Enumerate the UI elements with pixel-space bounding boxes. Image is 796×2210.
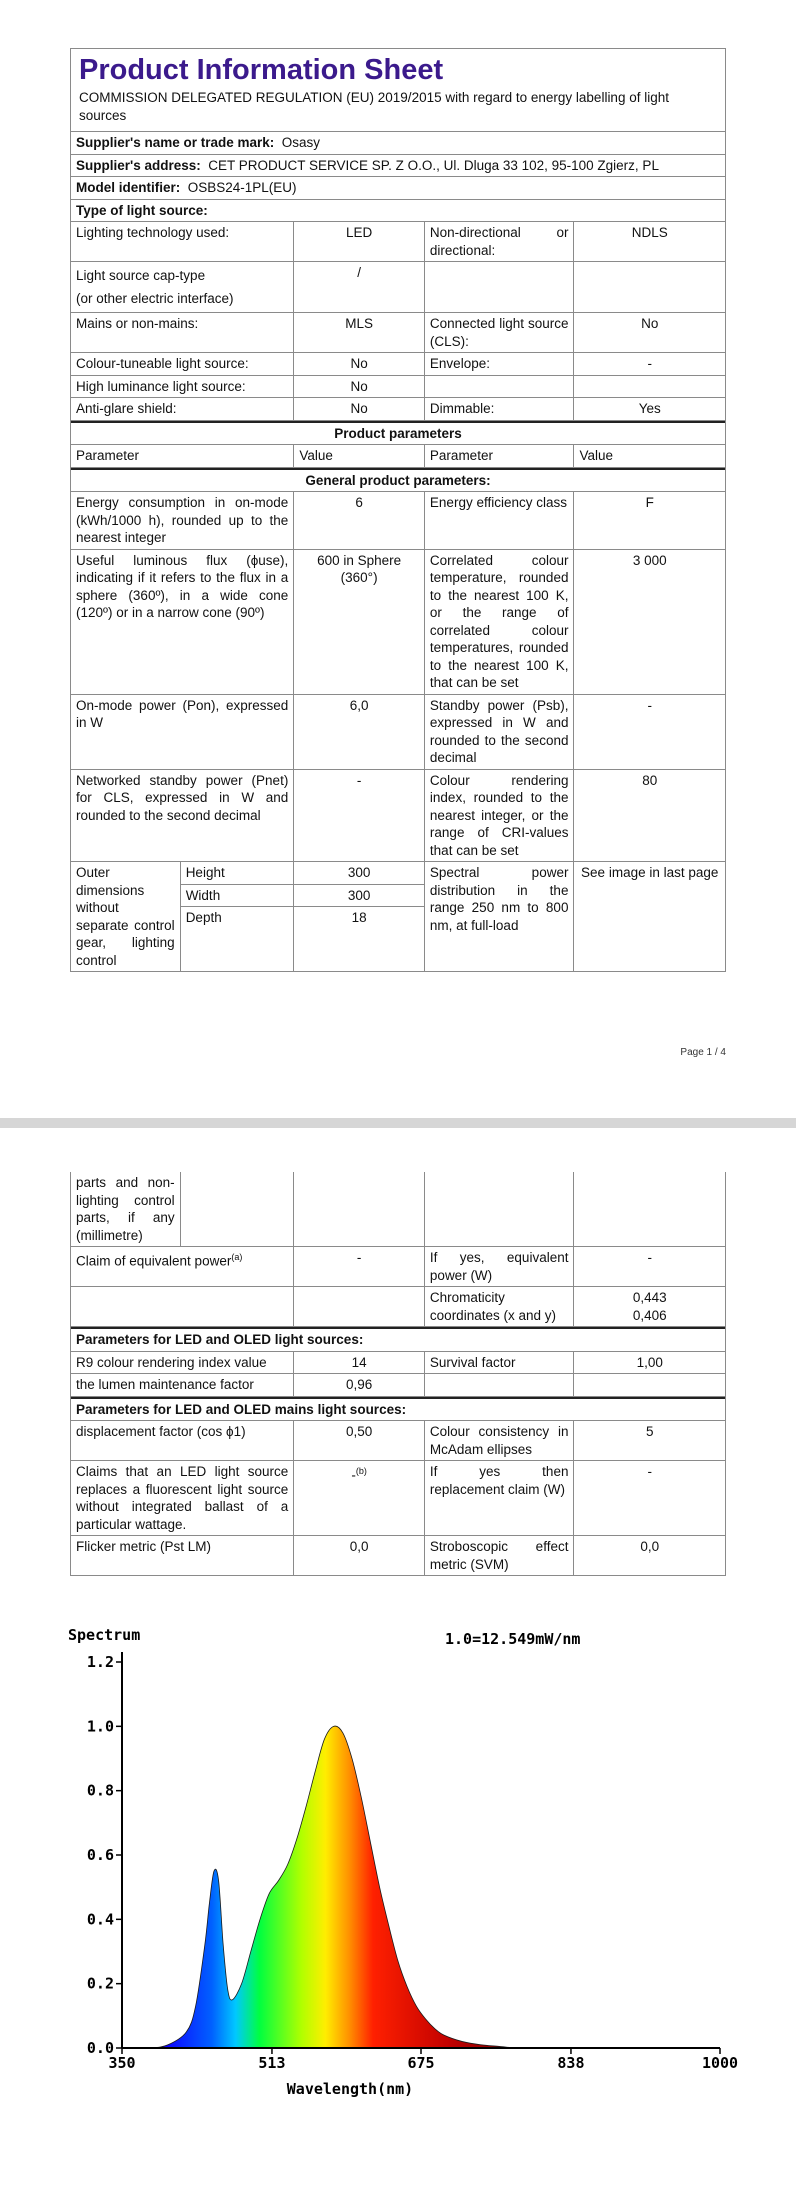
param-label: Energy efficiency class [425, 492, 575, 549]
param-label: Non-directional or directional: [425, 222, 575, 261]
cap-type-sublabel: (or other electric interface) [76, 291, 234, 306]
chromaticity-x: 0,443 [632, 1290, 667, 1305]
param-value: 80 [642, 772, 658, 788]
param-value: 6 [294, 492, 425, 549]
table-row [71, 262, 725, 313]
param-label: Standby power (Psb), expressed in W and rounded to the second decimal [425, 695, 575, 769]
param-value: - [647, 697, 652, 713]
model-row [71, 177, 725, 200]
y-tick-label: 1.0 [86, 1717, 114, 1736]
table-row [71, 376, 725, 399]
param-value: F [645, 495, 654, 510]
led-oled-mains-header [71, 1397, 725, 1422]
table-row [71, 550, 725, 695]
title-row [71, 49, 725, 132]
param-label [71, 262, 294, 312]
supplier-address-row [71, 155, 725, 178]
param-label: Useful luminous flux (ϕuse), indicating if it refers to the flux in a sphere (360º), in a wide cone (120º) or in a narrow cone (90º) [71, 550, 294, 694]
param-label: Claims that an LED light source replaces a fluorescent light source without integrated ballast of a particular wattage. [71, 1461, 294, 1535]
param-label: Anti-glare shield: [71, 398, 294, 420]
param-label [71, 1287, 294, 1326]
type-header-row [71, 200, 725, 223]
supplier-name-label: Supplier's name or trade mark: [76, 135, 275, 150]
spectrum-chart [60, 1622, 740, 2102]
supplier-name-value: Osasy [281, 135, 321, 150]
param-value: 5 [645, 1424, 654, 1439]
dimension-names [181, 862, 295, 971]
param-value: 0,0 [294, 1536, 425, 1575]
param-label: Flicker metric (Pst LM) [71, 1536, 294, 1575]
product-parameters-header [71, 421, 725, 446]
spd-value: See image in last page [581, 865, 719, 880]
page-title: Product Information Sheet [79, 54, 444, 86]
width-value: 300 [294, 885, 424, 908]
dimension-values [294, 862, 425, 971]
x-tick-label: 1000 [701, 2054, 739, 2072]
table-row [71, 492, 725, 550]
param-value: 0,96 [294, 1374, 425, 1396]
page-number: Page 1 / 4 [680, 1047, 726, 1058]
param-value [574, 1287, 725, 1326]
width-label: Width [181, 885, 294, 908]
param-label: Chromaticity coordinates (x and y) [425, 1287, 575, 1326]
param-value: - [294, 1247, 425, 1286]
footnote-marker: (a) [231, 1252, 243, 1262]
table-row [71, 1352, 725, 1375]
table-row [71, 1461, 725, 1536]
param-label: Networked standby power (Pnet) for CLS, expressed in W and rounded to the second decimal [71, 770, 294, 862]
table-row [71, 695, 725, 770]
param-value [574, 262, 725, 312]
param-label: Stroboscopic effect metric (SVM) [425, 1536, 575, 1575]
param-value: Yes [638, 401, 661, 416]
general-parameters-header [71, 468, 725, 493]
param-label: Energy consumption in on-mode (kWh/1000 h), rounded up to the nearest integer [71, 492, 294, 549]
param-label: High luminance light source: [71, 376, 294, 398]
param-value: No [294, 353, 425, 375]
x-tick-label: 675 [407, 2054, 435, 2072]
param-label [425, 262, 575, 312]
param-label: Survival factor [425, 1352, 575, 1374]
empty-cell [574, 1172, 725, 1246]
cap-type-label: Light source cap-type [76, 268, 206, 283]
param-value: NDLS [631, 225, 668, 240]
height-label: Height [181, 862, 294, 885]
param-value: 0,50 [294, 1421, 425, 1460]
table-row [71, 1421, 725, 1461]
dimensions-row-continued [71, 1172, 725, 1247]
table-row [71, 770, 725, 863]
height-value: 300 [294, 862, 424, 885]
param-value: - [647, 356, 652, 371]
y-axis [87, 1653, 122, 2057]
dimensions-label: Outer dimensions without separate control gear, lighting control [71, 862, 181, 971]
section-heading: General product parameters: [305, 472, 491, 488]
param-label: displacement factor (cos ϕ1) [71, 1421, 294, 1460]
table-row [71, 1287, 725, 1327]
table-row [71, 1536, 725, 1575]
dimensions-label-continued: parts and non-lighting control parts, if any (millimetre) [71, 1172, 181, 1246]
supplier-name-row [71, 132, 725, 155]
param-label: R9 colour rendering index value [71, 1352, 294, 1374]
param-label: Dimmable: [425, 398, 575, 420]
table-row [71, 353, 725, 376]
param-label: Envelope: [425, 353, 575, 375]
param-label: Colour consistency in McAdam ellipses [425, 1421, 575, 1460]
y-tick-label: 0.4 [86, 1910, 114, 1929]
param-value: 3 000 [632, 552, 667, 568]
y-tick-label: 0.2 [86, 1974, 114, 1993]
param-value: 0,0 [640, 1539, 660, 1554]
param-value: / [294, 262, 425, 312]
table-row [71, 313, 725, 353]
param-value: 14 [294, 1352, 425, 1374]
param-value: 1,00 [636, 1354, 663, 1370]
param-label: Colour-tuneable light source: [71, 353, 294, 375]
model-label: Model identifier: [76, 180, 181, 195]
section-heading: Parameters for LED and OLED mains light sources: [76, 1401, 407, 1417]
param-value [574, 1374, 725, 1396]
dimensions-row [71, 862, 725, 971]
param-value: No [294, 376, 425, 398]
replacement-claim-value: - [351, 1467, 356, 1483]
param-value [294, 1287, 425, 1326]
info-table-page-1 [70, 48, 726, 972]
param-label: On-mode power (Pon), expressed in W [71, 695, 294, 769]
table-row [71, 1247, 725, 1287]
param-label: the lumen maintenance factor [71, 1374, 294, 1396]
type-label: Type of light source: [76, 202, 208, 218]
param-value [574, 376, 725, 398]
table-row [71, 222, 725, 262]
depth-label: Depth [185, 910, 222, 925]
chart-annotation: 1.0=12.549mW/nm [445, 1630, 581, 1648]
param-value: No [294, 398, 425, 420]
param-label: Colour rendering index, rounded to the nearest integer, or the range of CRI-values that can be set [425, 770, 575, 862]
param-value: 600 in Sphere (360°) [294, 550, 425, 694]
column-header: Value [579, 448, 613, 463]
y-tick-label: 0.8 [86, 1781, 114, 1800]
model-value: OSBS24-1PL(EU) [187, 180, 297, 195]
equivalent-power-claim-label: Claim of equivalent power [76, 1253, 232, 1269]
depth-value: 18 [351, 910, 367, 925]
column-header-row [71, 445, 725, 468]
param-value: - [647, 1464, 652, 1479]
param-label [71, 1247, 294, 1286]
param-value: - [647, 1250, 652, 1265]
param-label [425, 1374, 575, 1396]
x-tick-label: 513 [258, 2054, 286, 2072]
x-axis [108, 2048, 738, 2072]
y-tick-label: 0.6 [86, 1846, 114, 1864]
param-label [425, 376, 575, 398]
regulation-text: COMMISSION DELEGATED REGULATION (EU) 2019/2015 with regard to energy labelling of light sources [79, 90, 669, 123]
column-header: Parameter [71, 445, 294, 467]
y-tick-label: 0.0 [86, 2039, 114, 2057]
supplier-address-value: CET PRODUCT SERVICE SP. Z O.O., Ul. Dluga 33 102, 95-100 Zgierz, PL [208, 157, 659, 173]
table-row [71, 1374, 725, 1397]
empty-cell [181, 1172, 295, 1246]
param-value [294, 1461, 425, 1535]
x-axis-label: Wavelength(nm) [286, 2080, 414, 2098]
param-value: MLS [294, 313, 425, 352]
page-separator [0, 1118, 796, 1128]
param-value: LED [294, 222, 425, 261]
param-label: If yes then replacement claim (W) [425, 1461, 575, 1535]
param-label: Lighting technology used: [71, 222, 294, 261]
spd-label: Spectral power distribution in the range 250 nm to 800 nm, at full-load [425, 862, 575, 971]
empty-cell [294, 1172, 425, 1246]
footnote-marker: (b) [355, 1466, 367, 1476]
chart-title: Spectrum [68, 1626, 141, 1644]
y-tick-label: 1.2 [86, 1653, 114, 1671]
x-tick-label: 350 [108, 2054, 136, 2072]
table-row [71, 398, 725, 421]
section-heading: Product parameters [334, 425, 462, 441]
x-tick-label: 838 [557, 2054, 585, 2072]
column-header: Value [294, 445, 425, 467]
empty-cell [425, 1172, 575, 1246]
param-value: 6,0 [294, 695, 425, 769]
param-value: - [294, 770, 425, 862]
column-header: Parameter [425, 445, 575, 467]
param-label: Mains or non-mains: [71, 313, 294, 352]
param-value: No [641, 316, 659, 331]
param-label: Connected light source (CLS): [425, 313, 575, 352]
section-heading: Parameters for LED and OLED light sources: [76, 1332, 364, 1347]
param-label: If yes, equivalent power (W) [425, 1247, 575, 1286]
param-label: Correlated colour temperature, rounded to the nearest 100 K, or the range of correlated colour temperatures, rounded to the nearest 100 K, that can be set [425, 550, 575, 694]
supplier-address-label: Supplier's address: [76, 157, 201, 173]
chromaticity-y: 0,406 [632, 1307, 667, 1323]
info-table-page-2 [70, 1172, 726, 1576]
led-oled-header [71, 1327, 725, 1352]
